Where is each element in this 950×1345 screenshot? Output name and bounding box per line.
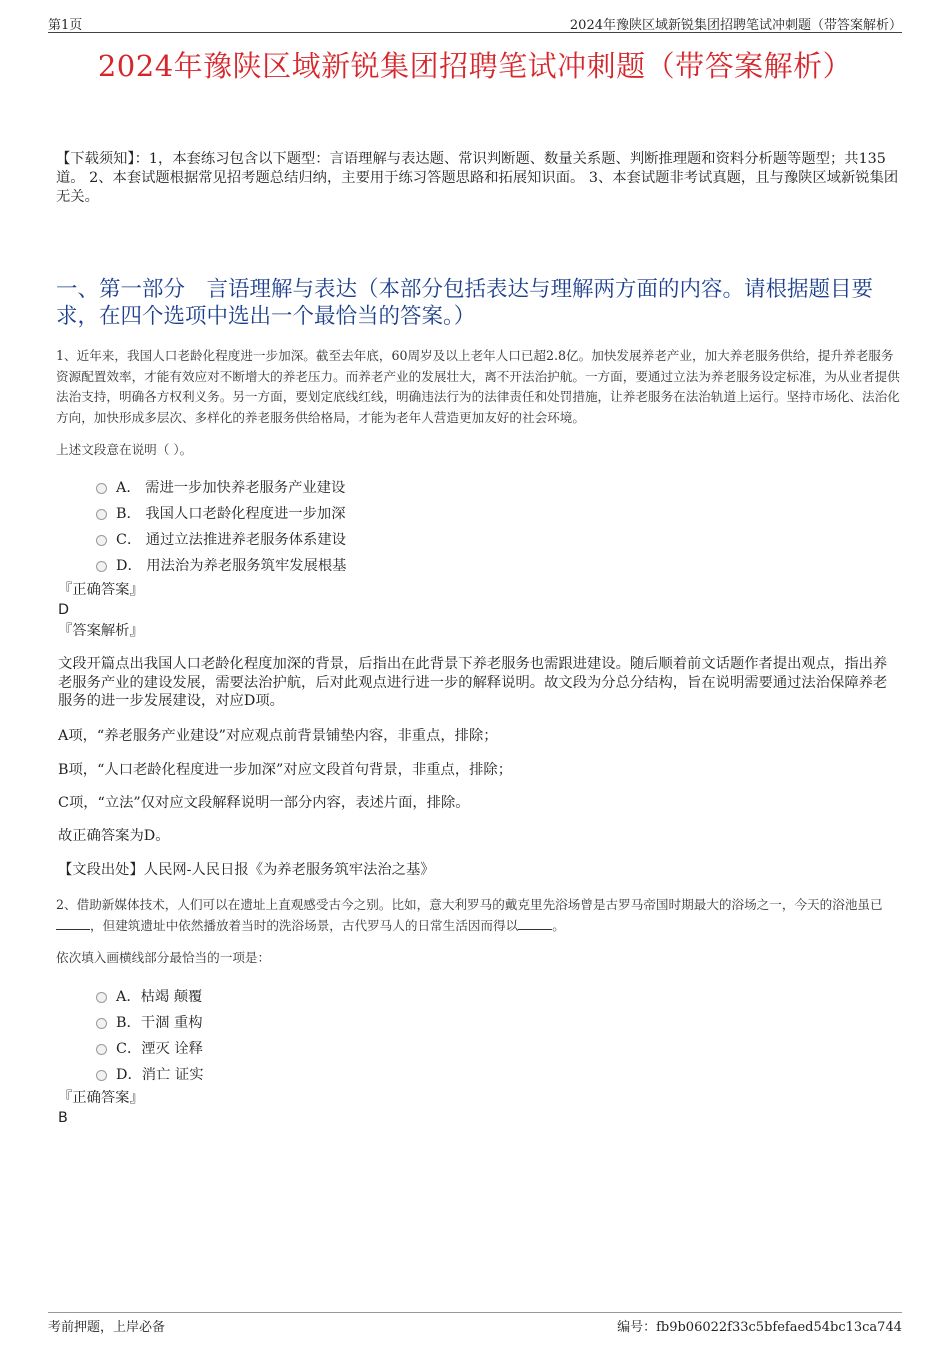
footer-slogan: 考前押题，上岸必备 (48, 1320, 166, 1335)
blank-line (518, 917, 552, 930)
option-label: D． 用法治为养老服务筑牢发展根基 (116, 558, 347, 574)
q1-analysis-a: A项，“养老服务产业建设”对应观点前背景铺垫内容，非重点，排除； (58, 728, 498, 744)
download-notice: 【下载须知】：1，本套练习包含以下题型：言语理解与表达题、常识判断题、数量关系题、判断推理题和资料分析题等题型；共135道。 2、本套试题根据常见招考题总结归纳，主要用于练习答题思路和拓展知识面。 3、本套试题非考试真题，且与豫陕区域新锐集团无关。 (56, 151, 899, 205)
q2-option-b[interactable] (96, 1012, 203, 1032)
blank-line (56, 917, 90, 930)
q1-option-c[interactable] (96, 529, 346, 549)
q1-option-d[interactable] (96, 555, 346, 575)
radio-icon[interactable] (96, 1018, 107, 1029)
option-label: A． 需进一步加快养老服务产业建设 (116, 480, 346, 496)
q1-analysis-c: C项，“立法”仅对应文段解释说明一部分内容，表述片面，排除。 (58, 795, 470, 811)
q2-option-a[interactable] (96, 986, 202, 1006)
header-doc-title: 2024年豫陕区域新锐集团招聘笔试冲刺题（带答案解析） (569, 18, 902, 33)
page-footer (48, 1312, 902, 1335)
q2-answer-label: 『正确答案』 (58, 1090, 144, 1106)
q1-analysis-para: 文段开篇点出我国人口老龄化程度加深的背景，后指出在此背景下养老服务也需跟进建设。随后顺着前文话题作者提出观点，指出养老服务产业的建设发展，需要法治护航，后对此观点进行进一步的解释说明。故文段为分总分结构，旨在说明需要通过法治保障养老服务的进一步发展建设，对应D项。 (58, 656, 888, 709)
q1-analysis-conclusion: 故正确答案为D。 (58, 828, 170, 844)
option-label: D．消亡 证实 (116, 1067, 204, 1083)
q1-prompt: 上述文段意在说明（ ）。 (56, 442, 193, 457)
page-header (48, 12, 902, 33)
q2-option-c[interactable] (96, 1038, 203, 1058)
radio-icon[interactable] (96, 561, 107, 572)
q2-stem-part3: 。 (552, 917, 565, 933)
option-label: A．枯竭 颠覆 (116, 989, 203, 1005)
option-label: B．干涸 重构 (116, 1015, 203, 1031)
q2-answer: B (58, 1110, 68, 1126)
radio-icon[interactable] (96, 535, 107, 546)
q2-option-d[interactable] (96, 1064, 204, 1084)
option-label: C． 通过立法推进养老服务体系建设 (116, 532, 346, 548)
page-number: 第1页 (48, 18, 83, 33)
option-label: B． 我国人口老龄化程度进一步加深 (116, 506, 346, 522)
q1-option-b[interactable] (96, 503, 346, 523)
q1-answer-label: 『正确答案』 (58, 582, 144, 598)
document-title: 2024年豫陕区域新锐集团招聘笔试冲刺题（带答案解析） (97, 49, 853, 83)
radio-icon[interactable] (96, 483, 107, 494)
q2-stem (56, 895, 900, 936)
q1-analysis-label: 『答案解析』 (58, 623, 144, 639)
option-label: C．湮灭 诠释 (116, 1041, 203, 1057)
q1-analysis-b: B项，“人口老龄化程度进一步加深”对应文段首句背景，非重点，排除； (58, 762, 513, 778)
radio-icon[interactable] (96, 992, 107, 1003)
q1-option-a[interactable] (96, 477, 345, 497)
q1-stem: 1、近年来，我国人口老龄化程度进一步加深。截至去年底，60周岁及以上老年人口已超2.8亿。加快发展养老产业，加大养老服务供给，提升养老服务资源配置效率，才能有效应对不断增大的养老压力。而养老产业的发展壮大，离不开法治护航。一方面，要通过立法为养老服务设定标准，为从业者提供法治支持，明确各方权利义务。另一方面，要划定底线红线，明确违法行为的法律责任和处罚措施，让养老服务在法治轨道上运行。坚持市场化、法治化方向，加快形成多层次、多样化的养老服务供给格局，才能为老年人营造更加友好的社会环境。 (56, 348, 900, 425)
q1-answer: D (58, 602, 70, 618)
footer-doc-id: 编号：fb9b06022f33c5bfefaed54bc13ca744 (617, 1320, 902, 1335)
q2-prompt: 依次填入画横线部分最恰当的一项是： (56, 950, 271, 965)
section-title: 一、第一部分 言语理解与表达（本部分包括表达与理解两方面的内容。请根据题目要求，在四个选项中选出一个最恰当的答案。） (56, 277, 874, 329)
q2-stem-part2: ，但建筑遗址中依然播放着当时的洗浴场景，古代罗马人的日常生活因而得以 (90, 917, 519, 933)
radio-icon[interactable] (96, 1044, 107, 1055)
radio-icon[interactable] (96, 1070, 107, 1081)
q2-stem-part1: 2、借助新媒体技术，人们可以在遗址上直观感受古今之别。比如，意大利罗马的戴克里先浴场曾是古罗马帝国时期最大的浴场之一，今天的浴池虽已 (56, 897, 883, 912)
radio-icon[interactable] (96, 509, 107, 520)
q1-source: 【文段出处】人民网-人民日报《为养老服务筑牢法治之基》 (58, 862, 435, 878)
